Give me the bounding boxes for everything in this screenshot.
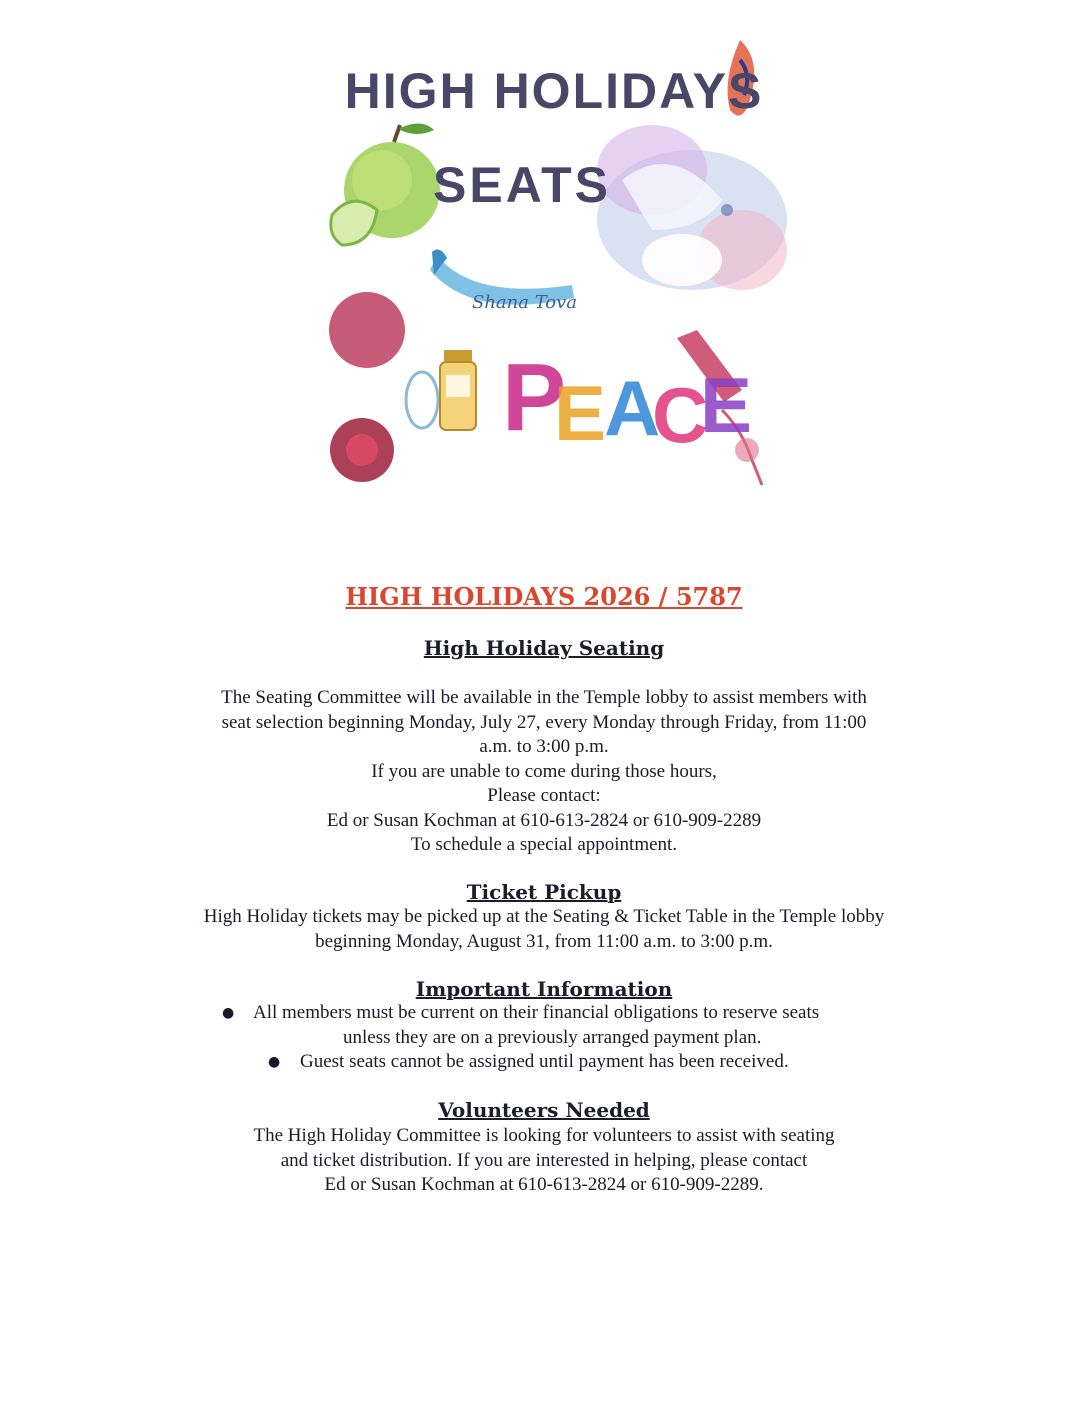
important-info-heading: Important Information (415, 977, 673, 1001)
peace-letter: E (700, 361, 753, 449)
ticket-line: High Holiday tickets may be picked up at the Seating & Ticket Table in the Temple lobby (203, 906, 885, 927)
volunteers-heading: Volunteers Needed (438, 1098, 650, 1122)
pomegranate-illustration (329, 292, 438, 482)
dove-illustration (597, 125, 787, 290)
apple-illustration (331, 123, 440, 245)
seating-text (0, 686, 1088, 858)
volunteer-line: The High Holiday Committee is looking for volunteers to assist with seating (253, 1125, 835, 1146)
seating-line: Please contact: (487, 785, 601, 806)
seating-heading: High Holiday Seating (423, 636, 665, 660)
peace-letter: E (554, 369, 607, 457)
peace-letter: C (652, 371, 709, 459)
ticket-line: beginning Monday, August 31, from 11:00 a.m. to 3:00 p.m. (315, 930, 773, 952)
high-holidays-seats-poster (322, 30, 787, 490)
seating-line: If you are unable to come during those hours, (371, 760, 717, 782)
seating-line: The Seating Committee will be available in the Temple lobby to assist members with (221, 687, 867, 708)
poster-script-text: Shana Tova (472, 292, 578, 313)
peace-word (502, 344, 752, 459)
poster-line1: HIGH HOLIDAYS (344, 63, 764, 119)
honey-jar-illustration (440, 350, 476, 430)
bullet-item-1-line2: unless they are on a previously arranged payment plan. (343, 1027, 762, 1048)
main-title: HIGH HOLIDAYS 2026 / 5787 (345, 582, 743, 611)
volunteers-text (0, 1124, 1088, 1198)
bullet-icon: ● (222, 1005, 235, 1021)
peace-letter: A (604, 364, 661, 452)
ticket-pickup-text (0, 905, 1088, 954)
seating-line: Ed or Susan Kochman at 610-613-2824 or 610-909-2289 (326, 809, 762, 831)
seating-line: To schedule a special appointment. (410, 834, 678, 855)
volunteer-line: Ed or Susan Kochman at 610-613-2824 or 610-909-2289. (324, 1174, 764, 1195)
peace-letter: P (502, 344, 567, 451)
seating-line: seat selection beginning Monday, July 27, every Monday through Friday, from 11:00 (221, 711, 867, 733)
ticket-pickup-heading: Ticket Pickup (466, 880, 622, 904)
bullet-item-1-line1: All members must be current on their financial obligations to reserve seats (253, 1002, 820, 1023)
volunteer-line: and ticket distribution. If you are interested in helping, please contact (280, 1149, 808, 1171)
bullet-icon: ● (268, 1054, 281, 1070)
seating-line: a.m. to 3:00 p.m. (479, 736, 609, 757)
poster-line2: SEATS (433, 157, 611, 213)
bullet-item-2: Guest seats cannot be assigned until payment has been received. (300, 1051, 789, 1072)
